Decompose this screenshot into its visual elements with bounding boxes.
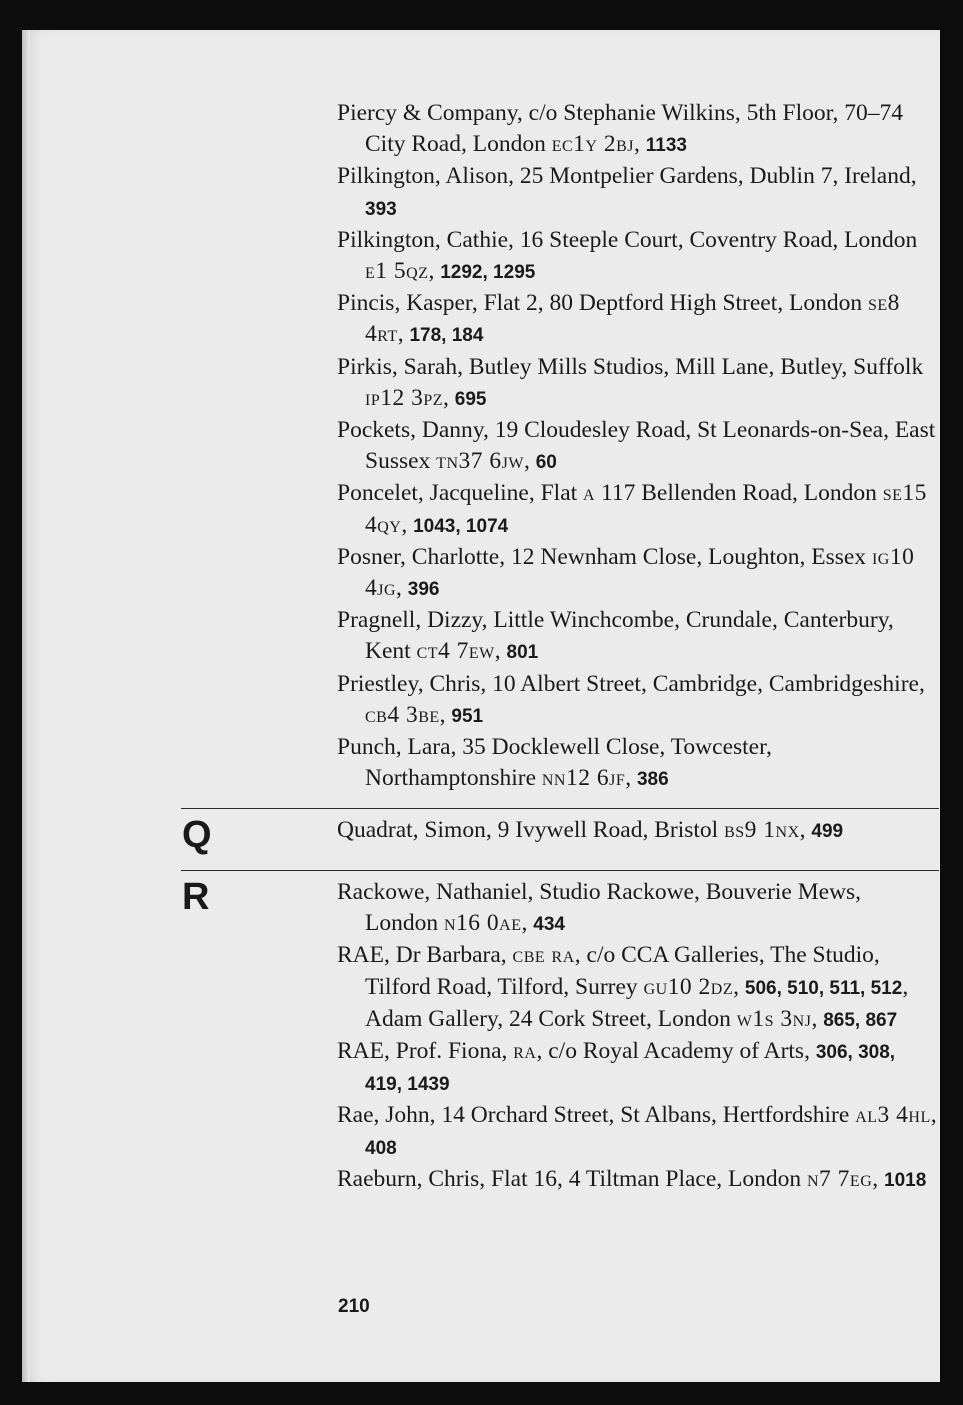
section-letter-q: Q xyxy=(182,814,212,856)
index-entry: Pragnell, Dizzy, Little Winchcombe, Crundale, Canterbury, Kent ct4 7ew, 801 xyxy=(337,607,894,665)
index-entry: Poncelet, Jacqueline, Flat a 117 Bellenden Road, London se15 4qy, 1043, 1074 xyxy=(337,480,927,538)
index-entry: Punch, Lara, 35 Docklewell Close, Towcester, Northamptonshire nn12 6jf, 386 xyxy=(337,734,772,792)
index-entry: Pilkington, Alison, 25 Montpelier Gardens, Dublin 7, Ireland, 393 xyxy=(337,163,917,220)
page-number: 210 xyxy=(338,1296,370,1317)
index-entry: RAE, Prof. Fiona, ra, c/o Royal Academy of Arts, 306, 308, 419, 1439 xyxy=(337,1038,896,1096)
index-entries-r xyxy=(337,877,937,1196)
section-divider-r xyxy=(181,870,939,871)
index-entries-q xyxy=(337,815,937,847)
index-entry: Pilkington, Cathie, 16 Steeple Court, Coventry Road, London e1 5qz, 1292, 1295 xyxy=(337,226,918,285)
index-entry: Posner, Charlotte, 12 Newnham Close, Loughton, Essex ig10 4jg, 396 xyxy=(337,543,915,602)
index-entry: Quadrat, Simon, 9 Ivywell Road, Bristol bs9 1nx, 499 xyxy=(337,817,844,843)
index-entry: Pirkis, Sarah, Butley Mills Studios, Mill Lane, Butley, Suffolk ip12 3pz, 695 xyxy=(337,353,924,411)
index-entry: RAE, Dr Barbara, cbe ra, c/o CCA Galleries, The Studio, Tilford Road, Tilford, Surrey gu10 2dz, 506, 510, 511, 512, Adam Gallery, 24 Cork Street, London w1s 3nj, 865, 867 xyxy=(337,942,909,1032)
index-entry: Pockets, Danny, 19 Cloudesley Road, St Leonards-on-Sea, East Sussex tn37 6jw, 60 xyxy=(337,417,936,475)
index-entry: Rae, John, 14 Orchard Street, St Albans, Hertfordshire al3 4hl, 408 xyxy=(337,1102,937,1159)
section-divider-q xyxy=(181,808,939,809)
index-entry: Pincis, Kasper, Flat 2, 80 Deptford High Street, London se8 4rt, 178, 184 xyxy=(337,290,900,348)
index-entry: Priestley, Chris, 10 Albert Street, Cambridge, Cambridgeshire, cb4 3be, 951 xyxy=(337,670,925,728)
section-letter-r: R xyxy=(182,876,210,918)
index-entry: Rackowe, Nathaniel, Studio Rackowe, Bouverie Mews, London n16 0ae, 434 xyxy=(337,879,862,937)
index-entry: Piercy & Company, c/o Stephanie Wilkins, 5th Floor, 70–74 City Road, London ec1y 2bj, 1133 xyxy=(337,100,903,158)
index-entry: Raeburn, Chris, Flat 16, 4 Tiltman Place, London n7 7eg, 1018 xyxy=(337,1165,927,1192)
index-entries-p xyxy=(337,98,937,795)
page-gutter-edge xyxy=(22,30,30,1382)
